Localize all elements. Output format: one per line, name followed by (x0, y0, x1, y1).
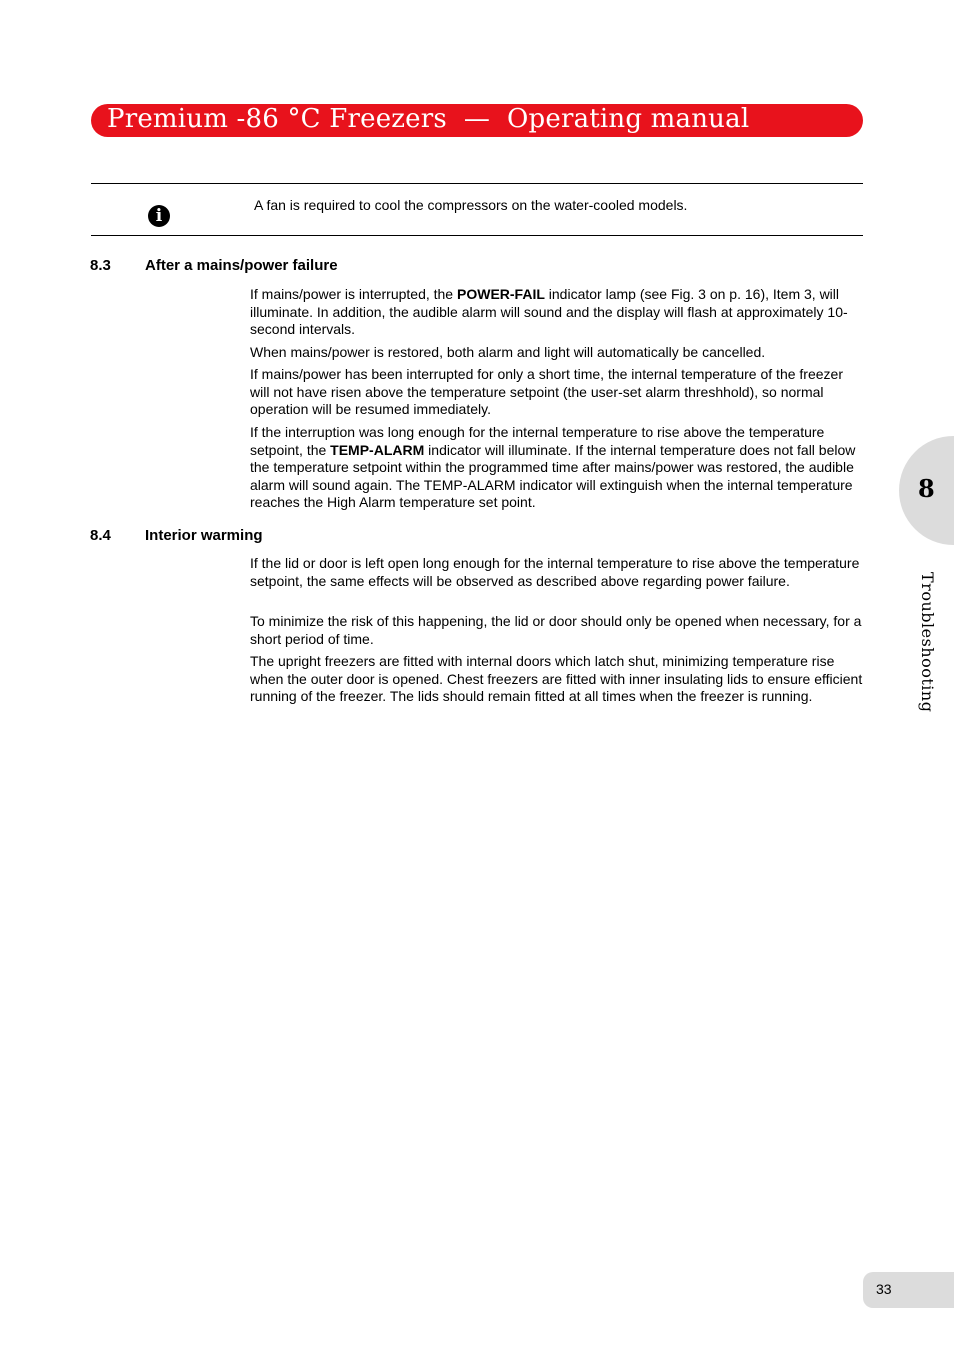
info-icon: i (148, 205, 170, 227)
section-title: Interior warming (145, 527, 263, 544)
page-number: 33 (876, 1281, 892, 1297)
section-number: 8.3 (90, 257, 111, 274)
note-top-rule (91, 183, 863, 184)
paragraph: If the interruption was long enough for the internal temperature to rise above the temperature setpoint, the TEMP-ALARM indicator will illuminate. If the internal temperature does not fall below the temperature setpoint within the programmed time after mains/power was restored, the audible alarm will sound again. The TEMP-ALARM indicator will extinguish when the internal temperature reaches the High Alarm temperature set point. (250, 424, 856, 511)
section-number: 8.4 (90, 527, 111, 544)
chapter-label: Troubleshooting (918, 572, 937, 713)
paragraph: If mains/power has been interrupted for only a short time, the internal temperature of the freezer will not have risen above the temperature setpoint (the user-set alarm threshhold), so normal operation will be resumed immediately. (250, 366, 843, 418)
header-banner (91, 104, 863, 137)
document-title: Premium -86 °C Freezers — Operating manual (107, 104, 750, 134)
section-title: After a mains/power failure (145, 257, 338, 274)
paragraph: If mains/power is interrupted, the POWER-FAIL indicator lamp (see Fig. 3 on p. 16), Item 3, will illuminate. In addition, the audible alarm will sound and the display will flash at approximately 10-second intervals. (250, 286, 848, 338)
note-bottom-rule (91, 235, 863, 236)
chapter-number: 8 (918, 474, 935, 503)
note-text: A fan is required to cool the compressors on the water-cooled models. (254, 197, 688, 213)
paragraph: To minimize the risk of this happening, the lid or door should only be opened when necessary, for a short period of time. (250, 613, 862, 647)
paragraph: The upright freezers are fitted with internal doors which latch shut, minimizing temperature rise when the outer door is opened. Chest freezers are fitted with inner insulating lids to ensure efficient running of the freezer. The lids should remain fitted at all times when the freezer is running. (250, 653, 863, 705)
paragraph: When mains/power is restored, both alarm and light will automatically be cancelled. (250, 344, 766, 360)
paragraph: If the lid or door is left open long enough for the internal temperature to rise above the temperature setpoint, the same effects will be observed as described above regarding power failure. (250, 555, 860, 589)
